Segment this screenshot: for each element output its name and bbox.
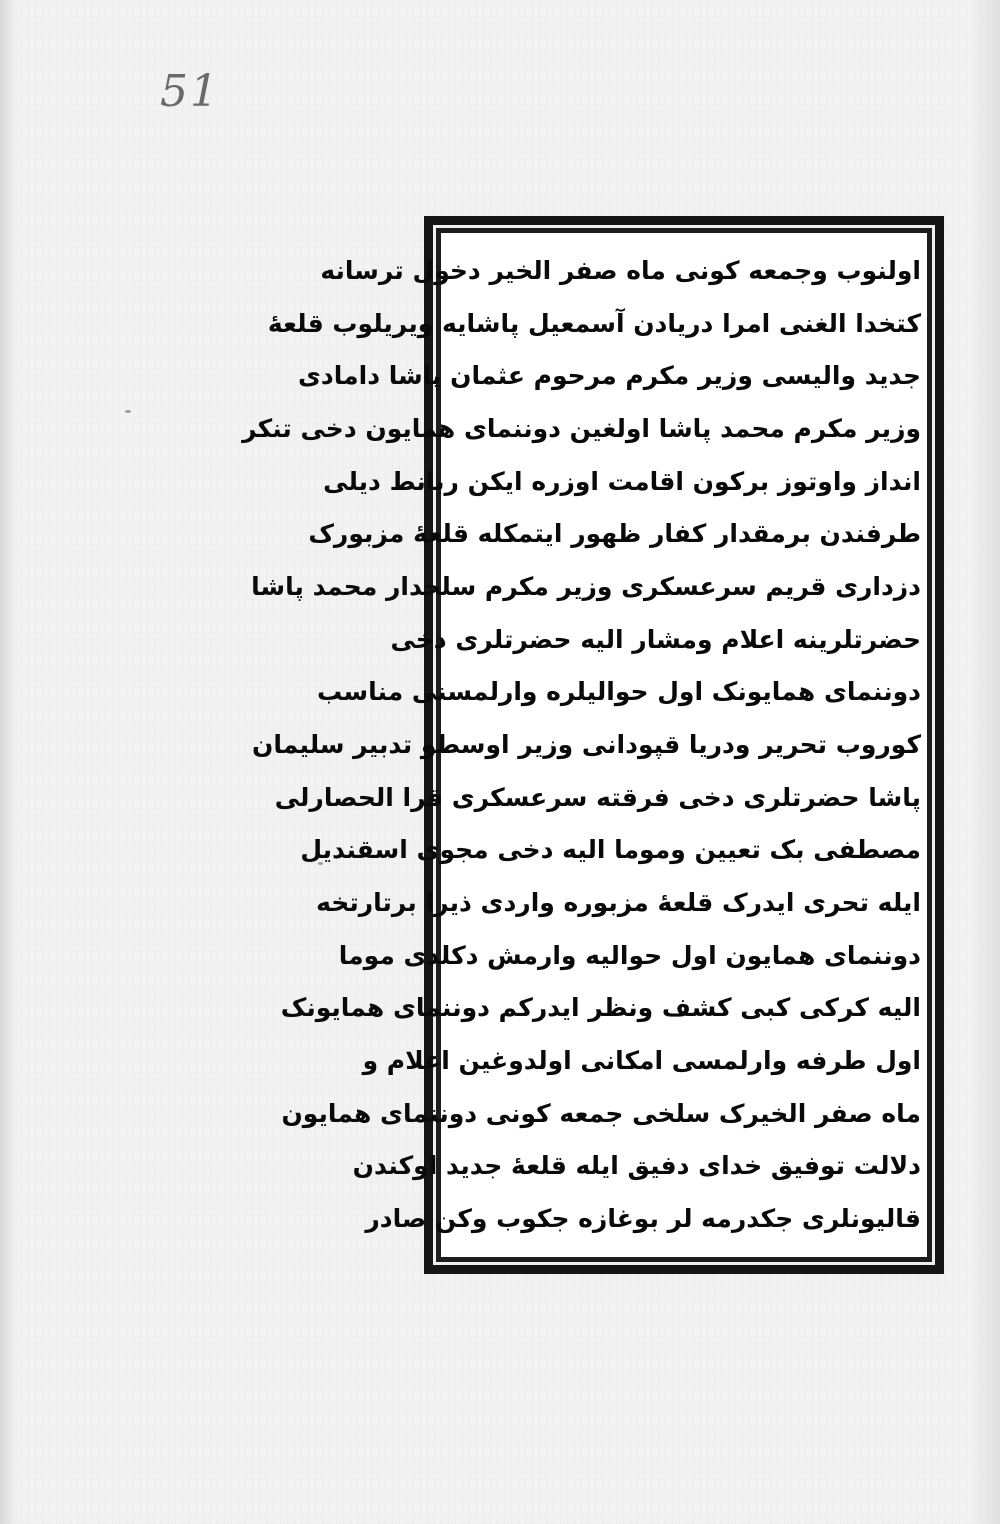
manuscript-line: وزیر مکرم محمد پاشا اولغین دوننمای همایون دخی تنکر: [242, 413, 921, 443]
page-right-shade: [970, 0, 1000, 1524]
manuscript-line: ماه صفر الخیرک سلخی جمعه کونی دوننمای همایون: [281, 1098, 921, 1128]
manuscript-line: دوننمای همایونک اول حوالیلره وارلمسنی مناسب: [317, 677, 921, 707]
manuscript-line: جدید والیسی وزیر مکرم مرحوم عثمان پاشا دامادی: [298, 361, 921, 391]
manuscript-line: طرفندن برمقدار کفار ظهور ایتمکله قلعۀ مزبورک: [308, 519, 921, 549]
text-frame-border: [242, 216, 944, 1274]
manuscript-line: کوروب تحریر ودریا قپودانی وزیر اوسطو تدبیر سلیمان: [252, 729, 921, 759]
manuscript-line: پاشا حضرتلری دخی فرقته سرعسکری قرا الحصارلی: [274, 782, 921, 812]
manuscript-line: قالیونلری جکدرمه لر بوغازه جکوب وکن صادر: [365, 1203, 921, 1233]
manuscript-line: مصطفی بک تعیین وموما الیه دخی مجوی اسقندیل: [300, 835, 921, 865]
paper-speck: [125, 410, 131, 413]
page-left-edge: [0, 0, 22, 1524]
manuscript-line: ایله تحری ایدرک قلعۀ مزبوره واردی ذیرا برتارتخه: [316, 887, 921, 917]
text-frame-gap: [242, 225, 935, 1265]
manuscript-line: الیه کرکی کبی کشف ونظر ایدرکم دوننمای همایونک: [280, 993, 921, 1023]
manuscript-line: اول طرفه وارلمسی امکانی اولدوغین اعلام و: [362, 1045, 921, 1075]
manuscript-line: دوننمای همایون اول حوالیه وارمش دکلدی موما: [338, 940, 921, 970]
manuscript-line: دزداری قریم سرعسکری وزیر مکرم سلحدار محمد پاشا: [251, 571, 921, 601]
manuscript-line: انداز واوتوز برکون اقامت اوزره ایکن ربانط دیلی: [323, 466, 921, 496]
manuscript-text-block: [242, 251, 921, 1239]
manuscript-line: کتخدا الغنی امرا دریادن آسمعیل پاشایه ویریلوب قلعۀ: [267, 308, 921, 338]
manuscript-line: اولنوب وجمعه کونی ماه صفر الخیر دخول ترسانه: [320, 256, 921, 285]
manuscript-line: دلالت توفیق خدای دفیق ایله قلعۀ جدید اوکندن: [352, 1151, 921, 1181]
folio-number: 51: [160, 66, 220, 117]
manuscript-line: حضرتلرینه اعلام ومشار الیه حضرتلری دخی: [390, 624, 921, 654]
text-frame: [242, 228, 932, 1262]
